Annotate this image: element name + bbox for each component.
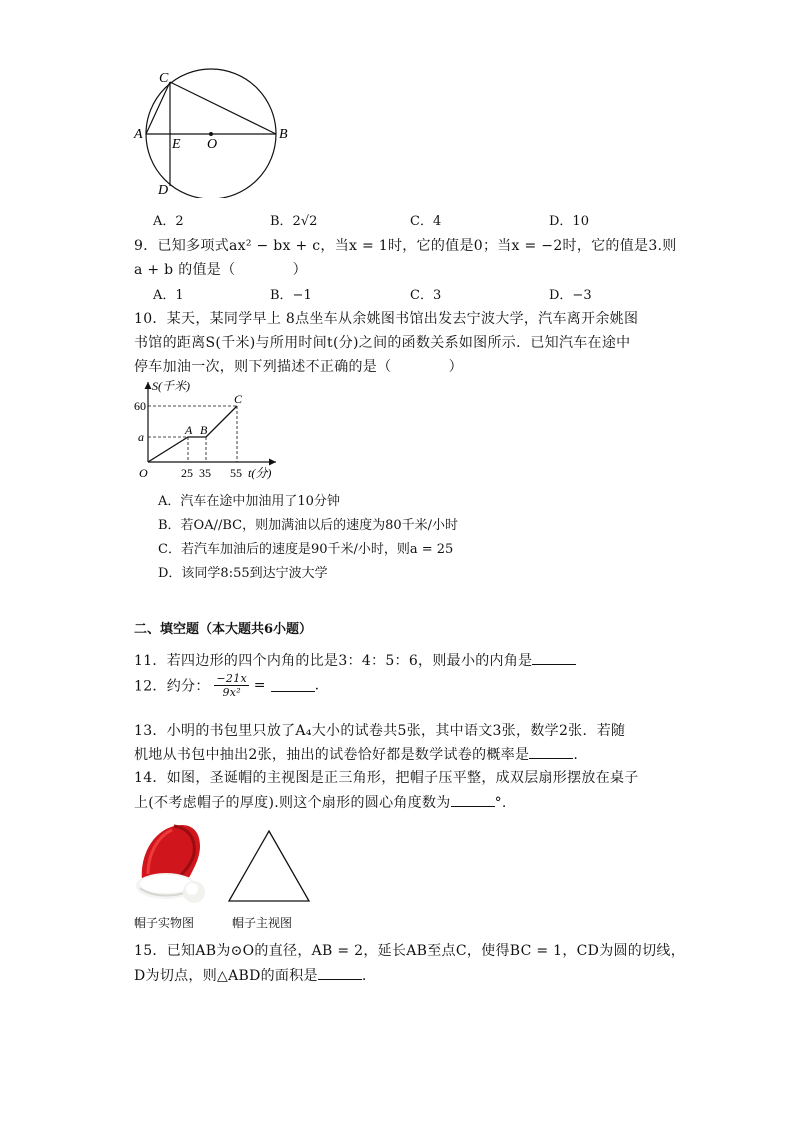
q13-line2-text: 机地从书包中抽出2张，抽出的试卷恰好都是数学试卷的概率是 [134,747,530,763]
label-c: C [159,71,169,86]
q14-answer-blank[interactable] [451,794,495,807]
q9-option-a[interactable]: A．1 [153,288,184,303]
q8-option-d[interactable]: D．10 [549,214,589,229]
graph-x25: 25 [181,466,193,480]
q13-end: . [573,747,579,763]
q9-option-d[interactable]: D．−3 [549,288,592,303]
q12-answer-blank[interactable] [271,679,315,692]
q14-end: °. [494,795,507,811]
caption-hat-view: 帽子主视图 [232,916,293,930]
section2-title: 二、填空题（本大题共6小题） [134,622,313,637]
q9-option-c[interactable]: C．3 [410,288,442,303]
q8-option-c[interactable]: C．4 [410,214,442,229]
q15-end: . [361,968,367,984]
q12-numerator: −21x [216,672,248,685]
label-e: E [172,137,181,152]
q12-denominator: 9x² [222,686,241,699]
graph-point-c: C [234,392,243,406]
q13-line1: 13．小明的书包里只放了A₄大小的试卷共5张，其中语文3张，数学2张．若随 [134,723,626,739]
q9-line1: 9．已知多项式ax² − bx + c，当x = 1时，它的值是0；当x = −2时，它的值是3.则 [134,238,677,254]
q15-line2 [134,965,367,985]
q9-line2: a + b 的值是（ ） [134,262,307,278]
q12-line [134,672,319,699]
q10-line1: 10．某天，某同学早上 8点坐车从余姚图书馆出发去宁波大学，汽车离开余姚图 [134,311,639,327]
q9-option-b[interactable]: B．−1 [270,288,312,303]
santa-hat-image [134,818,206,906]
q10-line3: 停车加油一次，则下列描述不正确的是（ ） [134,359,463,375]
q11-answer-blank[interactable] [532,652,576,665]
hat-front-view-triangle [226,828,312,904]
q13-answer-blank[interactable] [529,746,573,759]
graph-y60: 60 [134,399,146,413]
q8-option-a[interactable]: A．2 [153,214,184,229]
q15-line1: 15．已知AB为⊙O的直径，AB = 2，延长AB至点C，使得BC = 1，CD为圆的切线， [134,943,686,959]
q11-text: 11．若四边形的四个内角的比是3：4：5：6，则最小的内角是 [134,653,533,669]
q14-line1: 14．如图，圣诞帽的主视图是正三角形，把帽子压平整，成双层扇形摆放在桌子 [134,770,639,786]
q12-equals: = [253,677,266,694]
q10-option-b[interactable]: B．若OA//BC，则加满油以后的速度为80千米/小时 [158,518,459,533]
q15-line2-text: D为切点，则△ABD的面积是 [134,968,318,984]
graph-ylabel: S(千米) [152,379,190,393]
circle-figure [132,68,297,198]
graph-x55: 55 [230,466,242,480]
q15-answer-blank[interactable] [318,967,362,980]
label-d: D [158,183,169,198]
q10-option-a[interactable]: A．汽车在途中加油用了10分钟 [158,494,340,509]
q12-prefix: 12．约分： [134,678,210,695]
graph-ya: a [138,430,144,444]
label-a: A [134,127,143,142]
distance-time-graph [134,378,284,483]
graph-point-a: A [185,423,193,437]
q10-line2: 书馆的距离S(千米)与所用时间t(分)之间的函数关系如图所示．已知汽车在途中 [134,335,631,351]
q14-line2 [134,792,507,812]
q14-line2-text: 上(不考虑帽子的厚度).则这个扇形的圆心角度数为 [134,795,451,811]
graph-xlabel: t(分) [248,466,272,480]
q10-option-d[interactable]: D．该同学8:55到达宁波大学 [158,566,328,581]
q12-end: . [314,677,320,694]
label-b: B [279,127,288,142]
q10-option-c[interactable]: C．若汽车加油后的速度是90千米/小时，则a = 25 [158,542,454,557]
graph-point-b: B [200,423,208,437]
q8-option-b[interactable]: B．2√2 [270,214,318,229]
q12-fraction [214,672,249,699]
q13-line2 [134,744,578,764]
graph-origin: O [139,466,148,480]
label-o: O [207,137,218,152]
q11-line [134,650,576,670]
graph-x35: 35 [199,466,211,480]
caption-hat-photo: 帽子实物图 [134,916,195,930]
